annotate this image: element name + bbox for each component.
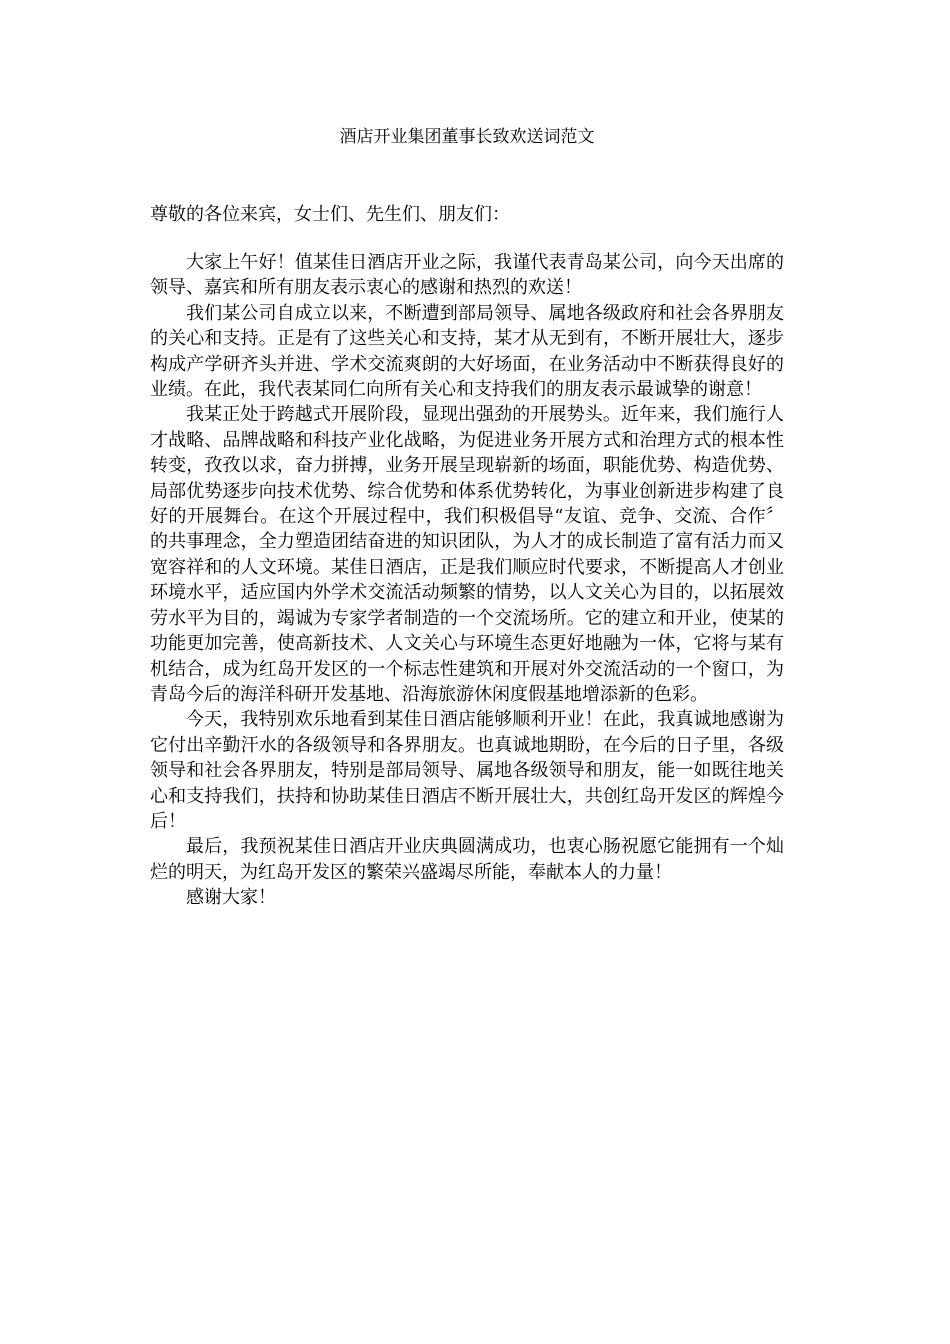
document-page bbox=[150, 125, 784, 911]
paragraph-wishes: 最后，我预祝某佳日酒店开业庆典圆满成功，也衷心肠祝愿它能拥有一个灿烂的明天，为红岛开发区的繁荣兴盛竭尽所能，奉献本人的力量！ bbox=[150, 836, 784, 883]
paragraph-closing: 感谢大家！ bbox=[186, 887, 276, 909]
document-body bbox=[150, 250, 784, 911]
paragraph-development: 我某正处于跨越式开展阶段，显现出强劲的开展势头。近年来，我们施行人才战略、品牌战略和科技产业化战略，为促进业务开展方式和治理方式的根本性转变，孜孜以求，奋力拼搏，业务开展呈现崭新的场面，职能优势、构造优势、局部优势逐步向技术优势、综合优势和体系优势转化，为事业创新进步构建了良好的开展舞台。在这个开展过程中，我们积极倡导“友谊、竞争、交流、合作〞的共事理念，全力塑造团结奋进的知识团队，为人才的成长制造了富有活力而又宽容祥和的人文环境。某佳日酒店，正是我们顺应时代要求，不断提高人才创业环境水平，适应国内外学术交流活动频繁的情势，以人文关心为目的，以拓展效劳水平为目的，竭诚为专家学者制造的一个交流场所。它的建立和开业，使某的功能更加完善，使高新技术、人文关心与环境生态更好地融为一体，它将与某有机结合，成为红岛开发区的一个标志性建筑和开展对外交流活动的一个窗口，为青岛今后的海洋科研开发基地、沿海旅游休闲度假基地增添新的色彩。 bbox=[150, 404, 784, 705]
document-title: 酒店开业集团董事长致欢送词范文 bbox=[339, 127, 595, 147]
paragraph-thanks: 我们某公司自成立以来，不断遭到部局领导、属地各级政府和社会各界朋友的关心和支持。正是有了这些关心和支持，某才从无到有，不断开展壮大，逐步构成产学研齐头并进、学术交流爽朗的大好场面，在业务活动中不断获得良好的业绩。在此，我代表某同仁向所有关心和支持我们的朋友表示最诚挚的谢意！ bbox=[150, 302, 784, 401]
salutation: 尊敬的各位来宾，女士们、先生们、朋友们： bbox=[150, 204, 510, 225]
paragraph-greeting: 大家上午好！值某佳日酒店开业之际，我谨代表青岛某公司，向今天出席的领导、嘉宾和所有朋友表示衷心的感谢和热烈的欢送！ bbox=[150, 252, 784, 299]
paragraph-opening: 今天，我特别欢乐地看到某佳日酒店能够顺利开业！在此，我真诚地感谢为它付出辛勤汗水的各级领导和各界朋友。也真诚地期盼，在今后的日子里，各级领导和社会各界朋友，特别是部局领导、属地各级领导和朋友，能一如既往地关心和支持我们，扶持和协助某佳日酒店不断开展壮大，共创红岛开发区的辉煌今后！ bbox=[150, 709, 784, 832]
